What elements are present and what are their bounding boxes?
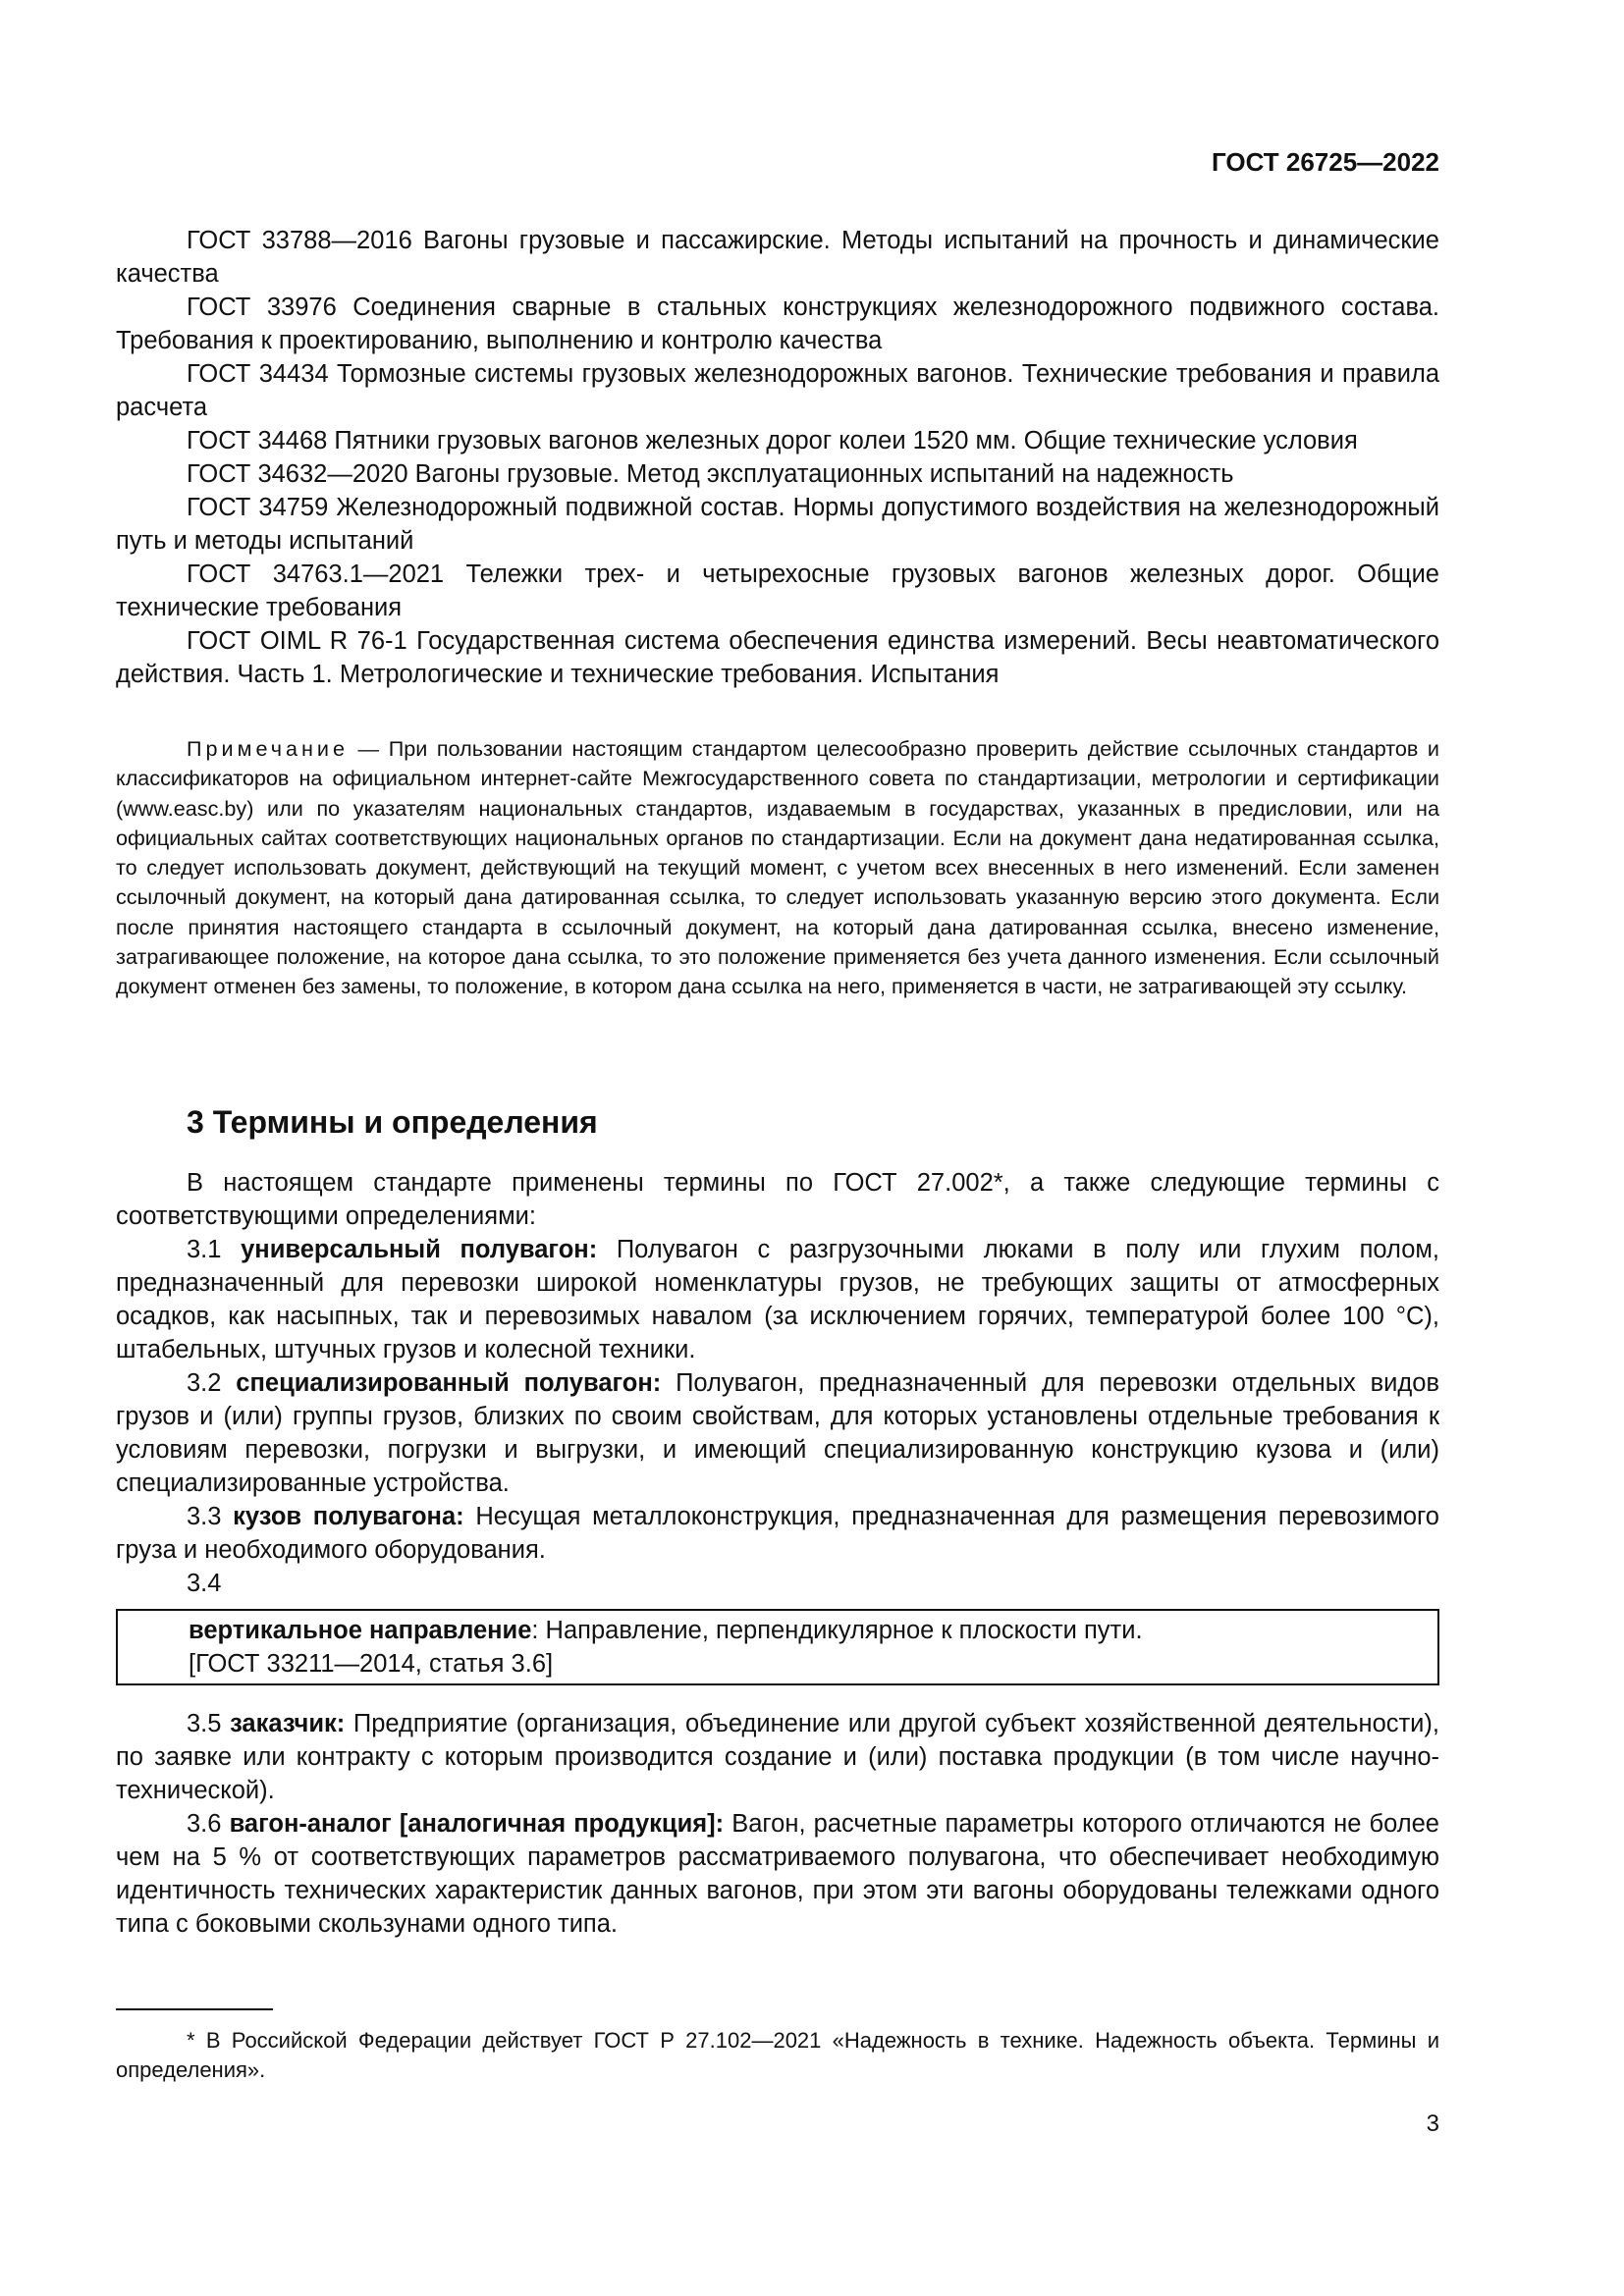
term-3-3: 3.3 кузов полувагона: Несущая металлоконструкция, предназначенная для размещения перевозимого груза и необходимого оборудования. [116, 1503, 1439, 1564]
document-code-header: ГОСТ 26725—2022 [1212, 147, 1439, 177]
footnote-separator [116, 2008, 273, 2010]
term-definition: Предприятие (организация, объединение или другой субъект хозяйственной деятельности), по заявке или контракту с которым производится создание и (или) поставка продукции (в том числе научно-технической). [116, 1710, 1440, 1804]
reference-item: ГОСТ OIML R 76-1 Государственная система обеспечения единства измерений. Весы неавтоматического действия. Часть 1. Метрологические и технические требования. Испытания [116, 627, 1439, 688]
reference-item: ГОСТ 33976 Соединения сварные в стальных конструкциях железнодорожного подвижного состава. Требования к проектированию, выполнению и контролю качества [116, 294, 1439, 354]
term-name: вертикальное направление [189, 1617, 532, 1644]
reference-item: ГОСТ 34759 Железнодорожный подвижной состав. Нормы допустимого воздействия на железнодорожный путь и методы испытаний [116, 494, 1439, 555]
note-paragraph [116, 734, 1439, 1002]
term-source: [ГОСТ 33211—2014, статья 3.6] [189, 1650, 554, 1678]
term-3-2: 3.2 специализированный полувагон: Полувагон, предназначенный для перевозки отдельных видов грузов и (или) группы грузов, близких по своим свойствам, для которых установлены отдельные требования к условиям перевозки, погрузки и выгрузки, и имеющий специализированную конструкцию кузова и (или) специализированные устройства. [116, 1369, 1440, 1497]
reference-item: ГОСТ 34434 Тормозные системы грузовых железнодорожных вагонов. Технические требования и правила расчета [116, 360, 1439, 421]
term-definition: : Направление, перпендикулярное к плоскости пути. [531, 1617, 1143, 1644]
term-3-4-number: 3.4 [187, 1570, 222, 1597]
reference-item: ГОСТ 34468 Пятники грузовых вагонов железных дорог колеи 1520 мм. Общие технические условия [187, 427, 1358, 454]
note-label: Примечание [187, 736, 349, 761]
term-name: кузов полувагона: [233, 1503, 464, 1530]
term-3-5: 3.5 заказчик: Предприятие (организация, объединение или другой субъект хозяйственной деятельности), по заявке или контракту с которым производится создание и (или) поставка продукции (в том числе научно-технической). [116, 1710, 1440, 1804]
reference-item: ГОСТ 34763.1—2021 Тележки трех- и четырехосные грузовых вагонов железных дорог. Общие технические требования [116, 561, 1439, 621]
terms-section-body [116, 1166, 1439, 1941]
reference-item: ГОСТ 34632—2020 Вагоны грузовые. Метод эксплуатационных испытаний на надежность [187, 460, 1234, 488]
note-text: — При пользовании настоящим стандартом целесообразно проверить действие ссылочных стандартов и классификаторов на официальном интернет-сайте Межгосударственного совета по стандартизации, метрологии и сертификации (www.easc.by) или по указателям национальных стандартов, издаваемым в государствах, указанных в предисловии, или на официальных сайтах соответствующих национальных органов по стандартизации. Если на документ дана недатированная ссылка, то следует использовать документ, действующий на текущий момент, с учетом всех внесенных в него изменений. Если заменен ссылочный документ, на который дана датированная ссылка, то следует использовать указанную версию этого документа. Если после принятия настоящего стандарта в ссылочный документ, на который дана датированная ссылка, внесено изменение, затрагивающее положение, на которое дана ссылка, то это положение применяется без учета данного изменения. Если ссылочный документ отменен без замены, то положение, в котором дана ссылка на него, применяется в части, не затрагивающей эту ссылку. [116, 736, 1439, 999]
footnote: * В Российской Федерации действует ГОСТ Р 27.102—2021 «Надежность в технике. Надежность объекта. Термины и определения». [116, 2028, 1439, 2082]
term-name: заказчик: [230, 1710, 346, 1737]
term-name: специализированный полувагон: [236, 1369, 662, 1397]
term-3-1: 3.1 универсальный полувагон: Полувагон с разгрузочными люками в полу или глухим полом, предназначенный для перевозки широкой номенклатуры грузов, не требующих защиты от атмосферных осадков, как насыпных, так и перевозимых навалом (за исключением горячих, температурой более 100 °С), штабельных, штучных грузов и колесной техники. [116, 1236, 1439, 1363]
normative-references-list [116, 224, 1439, 691]
boxed-term-3-4 [116, 1609, 1439, 1685]
reference-item: ГОСТ 33788—2016 Вагоны грузовые и пассажирские. Методы испытаний на прочность и динамические качества [116, 227, 1439, 288]
page-number: 3 [1426, 2110, 1439, 2137]
term-name: вагон-аналог [аналогичная продукция]: [229, 1810, 725, 1838]
term-definition: Несущая металлоконструкция, предназначенная для размещения перевозимого груза и необходимого оборудования. [116, 1503, 1439, 1564]
term-3-6: 3.6 вагон-аналог [аналогичная продукция]: Вагон, расчетные параметры которого отличаются не более чем на 5 % от соответствующих параметров рассматриваемого полувагона, что обеспечивает необходимую идентичность технических характеристик данных вагонов, при этом эти вагоны оборудованы тележками одного типа с боковыми скользунами одного типа. [116, 1810, 1439, 1938]
term-definition: Полувагон, предназначенный для перевозки отдельных видов грузов и (или) группы грузов, близких по своим свойствам, для которых установлены отдельные требования к условиям перевозки, погрузки и выгрузки, и имеющий специализированную конструкцию кузова и (или) специализированные устройства. [116, 1369, 1440, 1497]
section-title: 3 Термины и определения [187, 1104, 598, 1140]
term-definition: Полувагон с разгрузочными люками в полу или глухим полом, предназначенный для перевозки широкой номенклатуры грузов, не требующих защиты от атмосферных осадков, как насыпных, так и перевозимых навалом (за исключением горячих, температурой более 100 °С), штабельных, штучных грузов и колесной техники. [116, 1236, 1439, 1363]
section-intro: В настоящем стандарте применены термины по ГОСТ 27.002*, а также следующие термины с соответствующими определениями: [116, 1169, 1439, 1230]
term-name: универсальный полувагон: [241, 1236, 598, 1263]
term-definition: Вагон, расчетные параметры которого отличаются не более чем на 5 % от соответствующих параметров рассматриваемого полувагона, что обеспечивает необходимую идентичность технических характеристик данных вагонов, при этом эти вагоны оборудованы тележками одного типа с боковыми скользунами одного типа. [116, 1810, 1439, 1938]
